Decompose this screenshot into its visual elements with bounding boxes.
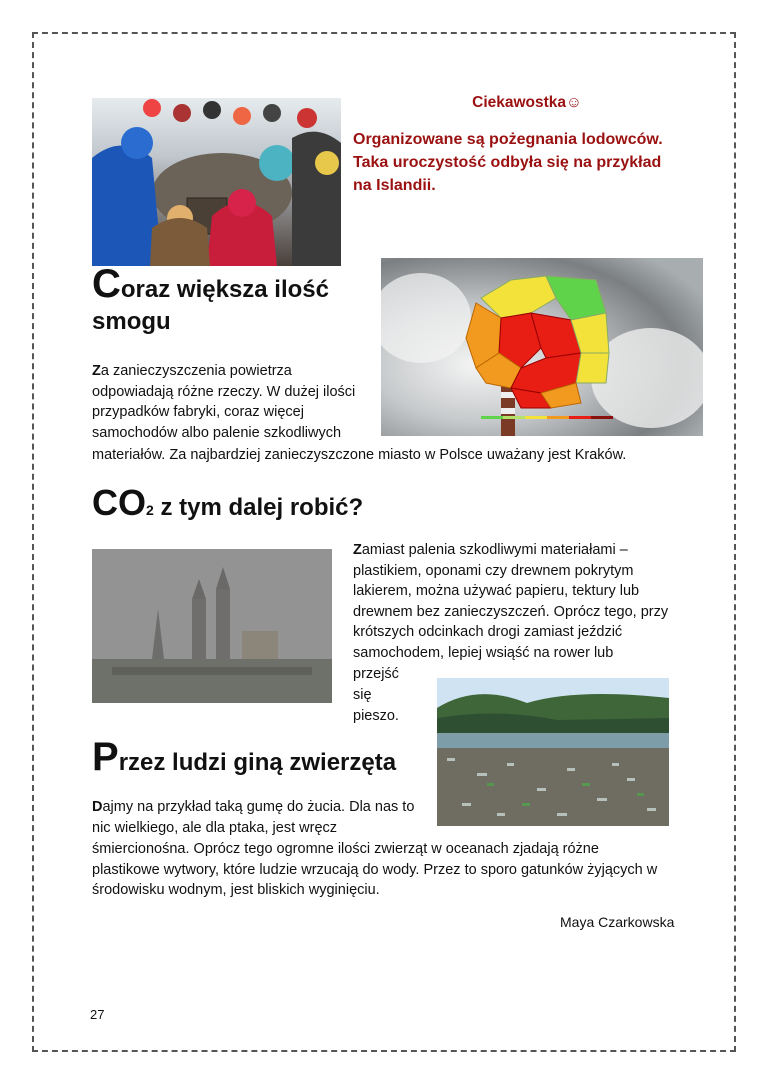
co2-paragraph-word-1: przejść — [353, 666, 399, 682]
co2-heading-main: CO — [92, 482, 146, 523]
poland-smog-map-photo — [381, 258, 703, 436]
fun-fact-text: Organizowane są pożegnania lodowców. Taka uroczystość odbyła się na przykład na Islandii. — [353, 131, 663, 194]
co2-heading-sub: 2 — [146, 502, 154, 518]
co2-paragraph-word-2: się — [353, 687, 372, 703]
co2-paragraph — [353, 540, 673, 663]
animals-paragraph — [92, 797, 422, 838]
smog-paragraph — [92, 361, 364, 443]
krakow-smog-photo — [92, 549, 332, 703]
fun-fact-title: Ciekawostka☺ — [472, 94, 582, 111]
smog-heading — [92, 262, 362, 338]
page-number: 27 — [90, 1007, 105, 1022]
krakow-skyline — [92, 549, 332, 703]
plastic-waste-lake — [437, 678, 669, 826]
smog-heading-cap: C — [92, 262, 121, 306]
co2-paragraph-word-3: pieszo. — [353, 708, 399, 724]
smog-paragraph-end: materiałów. Za najbardziej zanieczyszczone miasto w Polsce uważany jest Kraków. — [92, 447, 627, 463]
animals-paragraph-end: śmiercionośna. Oprócz tego ogromne ilości zwierząt w oceanach zjadają różne plastikowe wytwory, które ludzie wrzucają do wody. Przez to sporo gatunków żyjących w środowisku wodnym, jest bliskich wyginięciu. — [92, 841, 658, 898]
author-name: Maya Czarkowska — [560, 914, 675, 930]
smog-paragraph-cap: Z — [92, 363, 101, 379]
co2-paragraph-text: amiast palenia szkodliwymi materiałami – plastikiem, oponami czy drewnem pokrytym lakierem, można używać papieru, tektury lub drewnem bez zanieczyszczeń. Oprócz tego, przy krótszych odcinkach drogi zamiast jeździć samochodem, lepiej wsiąść na rower lub — [353, 542, 669, 661]
animals-heading-rest: rzez ludzi giną zwierzęta — [118, 749, 397, 776]
animals-heading-cap: P — [92, 735, 119, 779]
smog-heading-rest: oraz większa ilość smogu — [92, 276, 329, 335]
glacier-ceremony-illustration — [92, 98, 341, 266]
smog-paragraph-text: a zanieczyszczenia powietrza odpowiadają różne rzeczy. W dużej ilości przypadków fabryki, coraz więcej samochodów albo palenie szkodliwych — [92, 363, 356, 441]
plastic-waste-lake-photo — [437, 678, 669, 826]
co2-heading — [92, 482, 363, 524]
glacier-ceremony-photo — [92, 98, 341, 266]
co2-heading-rest: z tym dalej robić? — [153, 494, 364, 521]
poland-smog-map — [381, 258, 703, 436]
co2-paragraph-cap: Z — [353, 542, 362, 558]
animals-paragraph-text: ajmy na przykład taką gumę do żucia. Dla nas to nic wielkiego, ale dla ptaka, jest wręcz — [92, 799, 415, 836]
animals-paragraph-cap: D — [92, 799, 103, 815]
animals-heading — [92, 735, 432, 779]
